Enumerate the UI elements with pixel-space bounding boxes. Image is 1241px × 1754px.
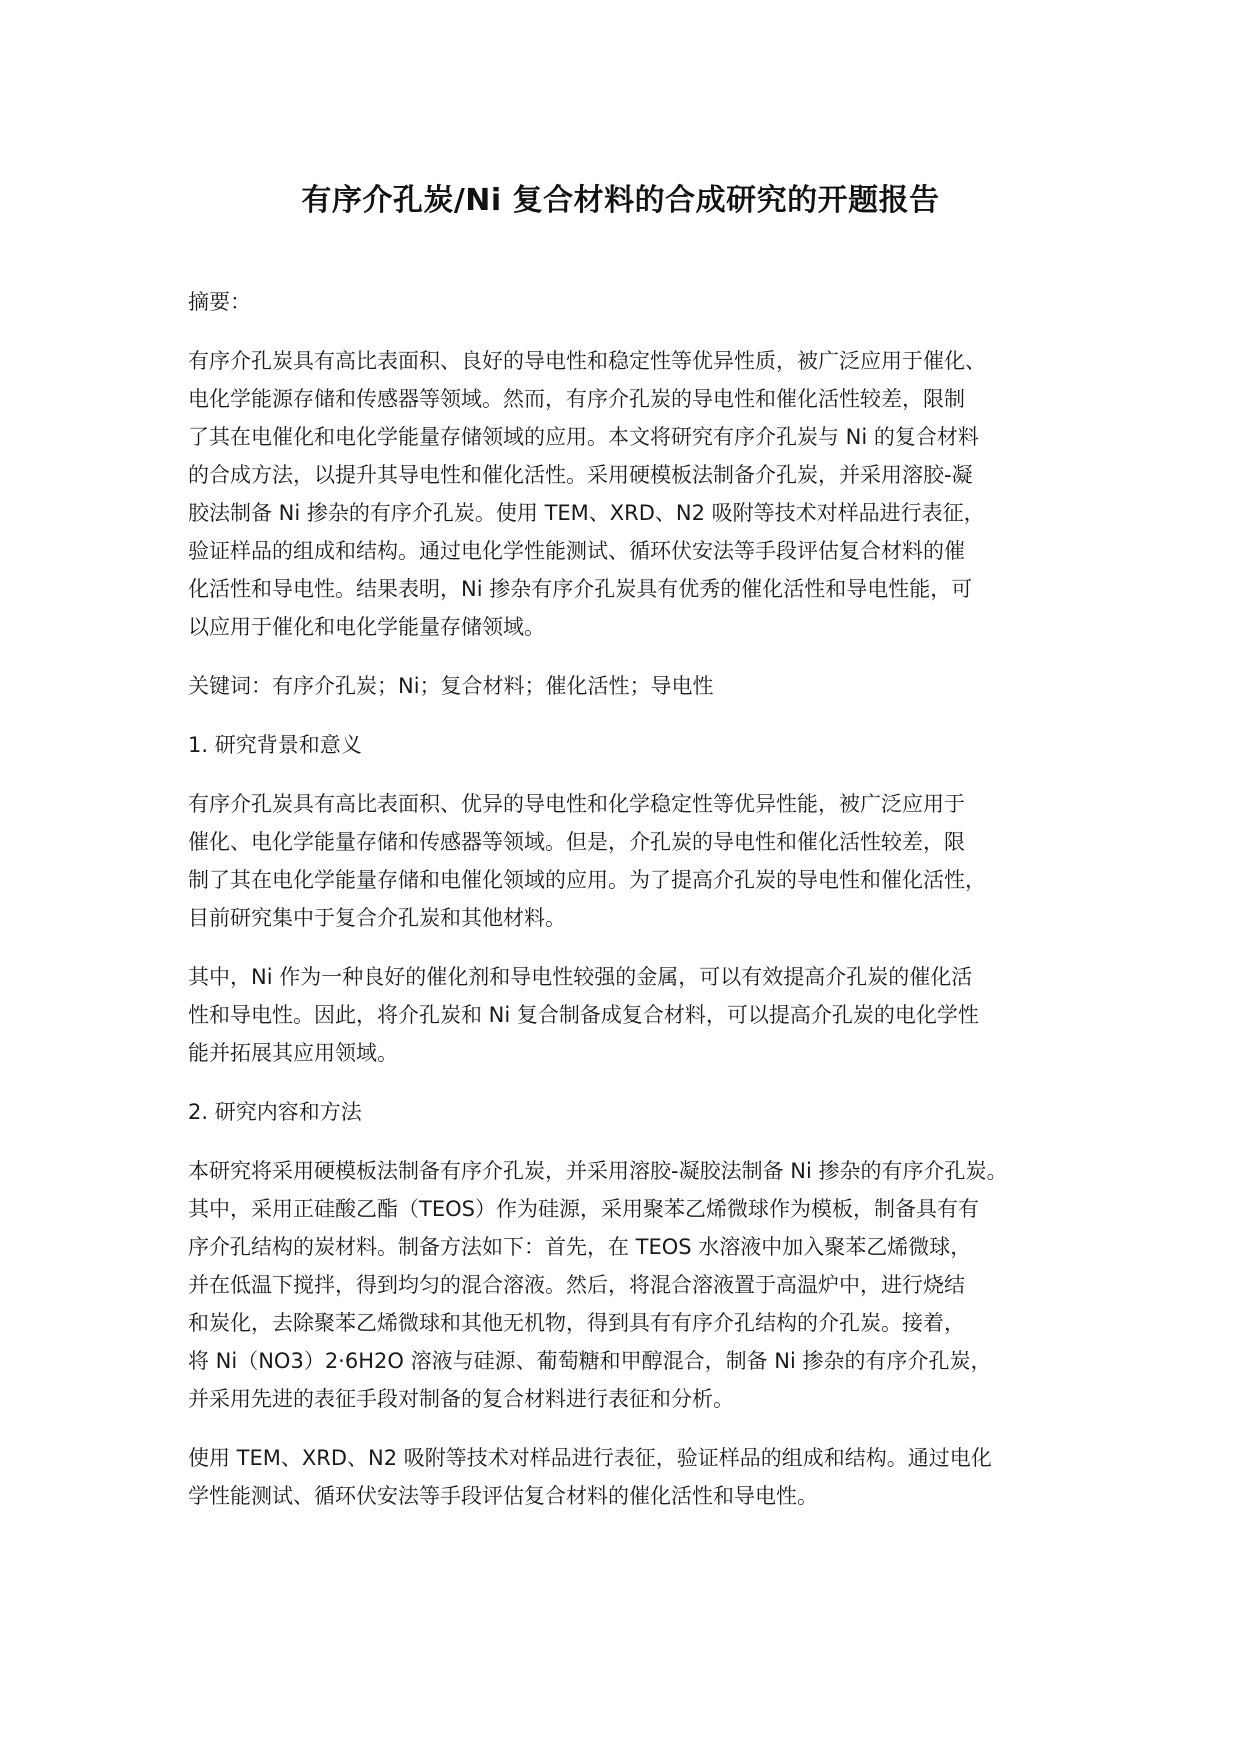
text-line: 并采用先进的表征手段对制备的复合材料进行表征和分析。 [188,1387,734,1411]
text-line: 并在低温下搅拌，得到均匀的混合溶液。然后，将混合溶液置于高温炉中，进行烧结 [188,1273,965,1297]
text-line: 制了其在电化学能量存储和电催化领域的应用。为了提高介孔炭的导电性和催化活性， [188,868,986,892]
text-line: 其中，采用正硅酸乙酯（TEOS）作为硅源，采用聚苯乙烯微球作为模板，制备具有有 [188,1197,979,1221]
text-line: 化活性和导电性。结果表明，Ni 掺杂有序介孔炭具有优秀的催化活性和导电性能，可 [188,577,973,601]
document-title: 有序介孔炭/Ni 复合材料的合成研究的开题报告 [301,183,940,218]
text-line: 和炭化，去除聚苯乙烯微球和其他无机物，得到具有有序介孔结构的介孔炭。接着， [188,1311,965,1335]
text-line: 电化学能源存储和传感器等领域。然而，有序介孔炭的导电性和催化活性较差，限制 [188,387,965,411]
text-line: 有序介孔炭具有高比表面积、优异的导电性和化学稳定性等优异性能，被广泛应用于 [188,792,965,816]
section-2-paragraph-1 [188,1152,1083,1418]
text-line: 有序介孔炭具有高比表面积、良好的导电性和稳定性等优异性质，被广泛应用于催化、 [188,349,986,373]
text-line: 验证样品的组成和结构。通过电化学性能测试、循环伏安法等手段评估复合材料的催 [188,539,965,563]
text-line: 胶法制备 Ni 掺杂的有序介孔炭。使用 TEM、XRD、N2 吸附等技术对样品进行表征， [188,501,985,525]
text-line: 其中，Ni 作为一种良好的催化剂和导电性较强的金属，可以有效提高介孔炭的催化活 [188,965,973,989]
section-1-heading: 1. 研究背景和意义 [188,733,362,757]
document-body [188,283,1083,1536]
text-line: 学性能测试、循环伏安法等手段评估复合材料的催化活性和导电性。 [188,1484,818,1508]
section-2-heading: 2. 研究内容和方法 [188,1100,362,1124]
text-line: 目前研究集中于复合介孔炭和其他材料。 [188,906,566,930]
text-line: 的合成方法，以提升其导电性和催化活性。采用硬模板法制备介孔炭，并采用溶胶-凝 [188,463,973,487]
text-line: 了其在电催化和电化学能量存储领域的应用。本文将研究有序介孔炭与 Ni 的复合材料 [188,425,979,449]
text-line: 将 Ni（NO3）2·6H2O 溶液与硅源、葡萄糖和甲醇混合，制备 Ni 掺杂的有序介孔炭， [188,1349,992,1373]
text-line: 性和导电性。因此，将介孔炭和 Ni 复合制备成复合材料，可以提高介孔炭的电化学性 [188,1003,979,1027]
text-line: 以应用于催化和电化学能量存储领域。 [188,615,545,639]
abstract-paragraph [188,342,1083,646]
text-line: 本研究将采用硬模板法制备有序介孔炭，并采用溶胶-凝胶法制备 Ni 掺杂的有序介孔炭。 [188,1159,1008,1183]
text-line: 能并拓展其应用领域。 [188,1041,398,1065]
text-line: 序介孔结构的炭材料。制备方法如下：首先，在 TEOS 水溶液中加入聚苯乙烯微球， [188,1235,972,1259]
text-line: 催化、电化学能量存储和传感器等领域。但是，介孔炭的导电性和催化活性较差，限 [188,830,965,854]
section-2-paragraph-2 [188,1439,1083,1515]
section-1-paragraph-2 [188,958,1083,1072]
text-line: 使用 TEM、XRD、N2 吸附等技术对样品进行表征，验证样品的组成和结构。通过电化 [188,1446,992,1470]
abstract-label: 摘要： [188,290,251,314]
keywords-line: 关键词：有序介孔炭；Ni；复合材料；催化活性；导电性 [188,674,714,698]
section-1-paragraph-1 [188,785,1083,937]
